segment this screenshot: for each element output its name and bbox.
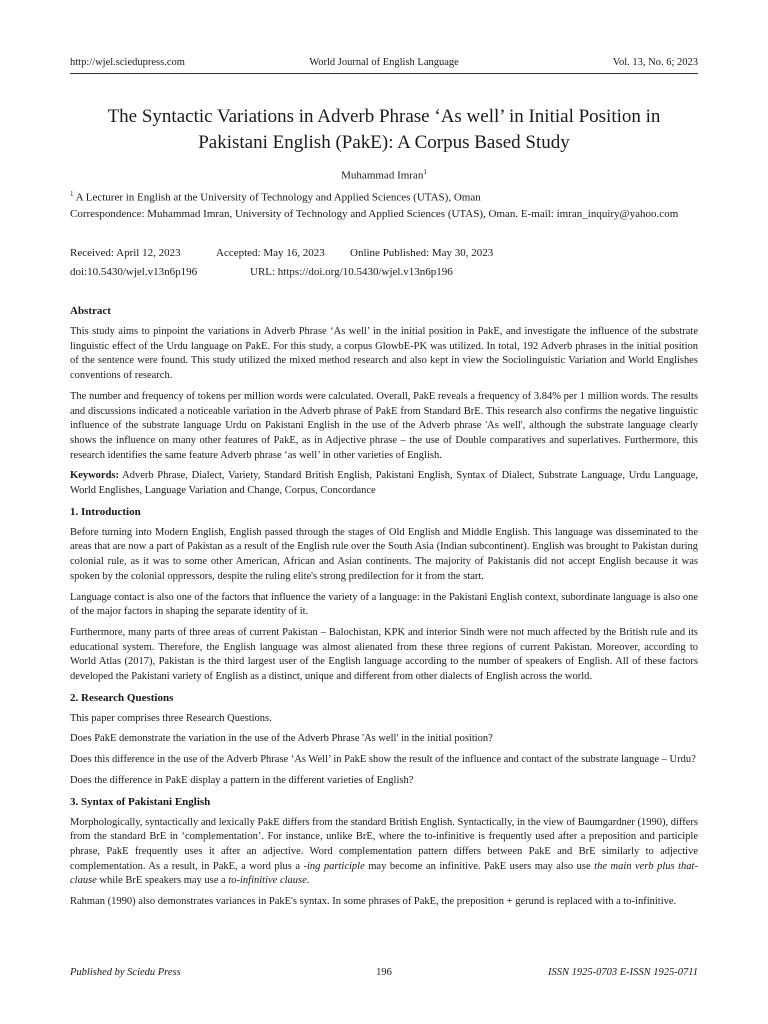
section-1-paragraph-1: Before turning into Modern English, English passed through the stages of Old English and Middle English. This language was disseminated to the areas that are now a part of Pakistan as a result of the English rule over the South Asia (Indian subcontinent). English was brought to Pakistan during colonial rule, as it was to some other American, African and Asian continents. The majority of Pakistanis did not accept English because it was spoken by the colonial oppressors, despite the ruling elite's strong predilection for it from the start. <box>70 526 698 582</box>
research-question-3: Does the difference in PakE display a pattern in the different varieties of English? <box>70 774 414 786</box>
correspondence: Correspondence: Muhammad Imran, University of Technology and Applied Sciences (UTAS), Oman. E-mail: imran_inquiry@yahoo.com <box>70 208 679 220</box>
journal-url-link[interactable]: http://wjel.sciedupress.com <box>70 57 185 68</box>
paper-title <box>70 104 698 156</box>
keywords-label: Keywords: <box>70 470 119 482</box>
affiliation <box>70 187 698 206</box>
section-1-heading: 1. Introduction <box>70 505 141 518</box>
abstract-paragraph-1: This study aims to pinpoint the variations in Adverb Phrase ‘As well’ in the initial position in PakE, and investigate the influence of the substrate linguistic effect of the Urdu language on PakE. For this study, a corpus GlowbE-PK was utilized. In total, 192 Adverb phrases in the initial position of the sentence were found. This study utilized the mixed method research and also kept in view the Sociolinguistic Variation and World Englishes conventions of research. <box>70 326 698 382</box>
s3-p1-italic-2: the main verb plus that-clause <box>70 860 698 887</box>
header-rule <box>70 73 698 74</box>
doi-row <box>70 265 698 280</box>
page-number: 196 <box>376 967 392 978</box>
doi-url-link[interactable]: URL: https://doi.org/10.5430/wjel.v13n6p196 <box>250 266 453 278</box>
s3-p1-italic-3: to-infinitive clause <box>228 875 307 887</box>
s3-p1-text-a: Morphologically, syntactically and lexically PakE differs from the standard British English. Syntactically, in the view of Baumgardner (1990), differs from the standard BrE in ‘complementation’. For instance, unlike BrE, where the to-infinitive is frequently used after a preposition and participle phrase, PakE frequently uses it after an adjective. Word complementation pattern differs between PakE and BrE similarly to adjective complementation. As a result, in PakE, a word plus a <box>70 816 698 872</box>
dates-row <box>70 246 698 261</box>
affiliation-sup: 1 <box>70 190 74 198</box>
s3-p1-text-b: may become an infinitive. PakE users may also use <box>364 860 595 872</box>
section-1-paragraph-3: Furthermore, many parts of three areas of current Pakistan – Balochistan, KPK and interior Sindh were not much affected by the British rule and its educational system. Therefore, the English language was almost alienated from these three regions of current Pakistan. Moreover, according to World Atlas (2017), Pakistan is the third largest user of the English language according to the number of speakers of English. All of these factors developed the Pakistani variety of English as a distinct, unique and different from other dialects of English across the world. <box>70 626 698 683</box>
s3-p1-italic-1: -ing participle <box>303 860 365 872</box>
section-3-paragraph-1 <box>70 816 698 890</box>
s3-p1-text-d: . <box>306 875 310 887</box>
title-line-1: The Syntactic Variations in Adverb Phrase ‘As well’ in Initial Position in <box>107 106 661 127</box>
keywords-text: Adverb Phrase, Dialect, Variety, Standard British English, Pakistani English, Syntax of Dialect, Substrate Language, Urdu Language, World Englishes, Language Variation and Change, Corpus, Concordance <box>70 470 698 497</box>
publisher: Published by Sciedu Press <box>70 967 181 978</box>
affiliation-text: A Lecturer in English at the University of Technology and Applied Sciences (UTAS), Oman <box>75 191 481 204</box>
section-1-paragraph-2: Language contact is also one of the factors that influence the variety of a language: in the Pakistani English context, subordinate language is also one of the major factors in shaping the separate identity of it. <box>70 591 698 618</box>
abstract-heading: Abstract <box>70 305 111 317</box>
section-2-heading: 2. Research Questions <box>70 691 174 704</box>
author-name: Muhammad Imran <box>341 169 424 182</box>
accepted-date: Accepted: May 16, 2023 <box>216 247 325 259</box>
published-date: Online Published: May 30, 2023 <box>350 247 494 259</box>
doi: doi:10.5430/wjel.v13n6p196 <box>70 266 198 278</box>
title-line-2: Pakistani English (PakE): A Corpus Based Study <box>198 132 570 153</box>
running-header <box>70 57 698 71</box>
section-2-paragraph-1: This paper comprises three Research Questions. <box>70 712 272 724</box>
received-date: Received: April 12, 2023 <box>70 247 181 259</box>
section-3-paragraph-2: Rahman (1990) also demonstrates variances in PakE's syntax. In some phrases of PakE, the preposition + gerund is replaced with a to-infinitive. <box>70 896 677 908</box>
keywords <box>70 469 698 498</box>
author-sup: 1 <box>423 168 427 176</box>
research-question-1: Does PakE demonstrate the variation in the use of the Adverb Phrase 'As well' in the initial position? <box>70 733 493 745</box>
page-footer <box>70 967 698 978</box>
article-body <box>70 304 698 916</box>
research-question-2: Does this difference in the use of the Adverb Phrase ‘As Well’ in PakE show the result of the influence and contact of the substrate language – Urdu? <box>70 754 696 766</box>
author <box>70 168 698 182</box>
volume-info: Vol. 13, No. 6; 2023 <box>612 57 698 68</box>
journal-name: World Journal of English Language <box>309 57 459 68</box>
section-3-heading: 3. Syntax of Pakistani English <box>70 795 211 808</box>
s3-p1-text-c: while BrE speakers may use a <box>96 875 229 887</box>
abstract-paragraph-2: The number and frequency of tokens per million words were calculated. Overall, PakE reveals a frequency of 3.84% per 1 million words. The results and discussions indicated a noticeable variation in the Adverb phrase of PakE from Standard BrE. This research also confirms the negative linguistic influence of the substrate language Urdu on Pakistani English in the use of the Adverb phrase 'As well', although the substrate language clearly shows the influence on many other features of PakE, as in Adjective phrase – the use of Double comparatives and superlatives. Furthermore, this research identifies the same feature Adverb phrase ‘as well’ in other varieties of English. <box>70 390 698 461</box>
issn: ISSN 1925-0703 E-ISSN 1925-0711 <box>548 967 698 978</box>
